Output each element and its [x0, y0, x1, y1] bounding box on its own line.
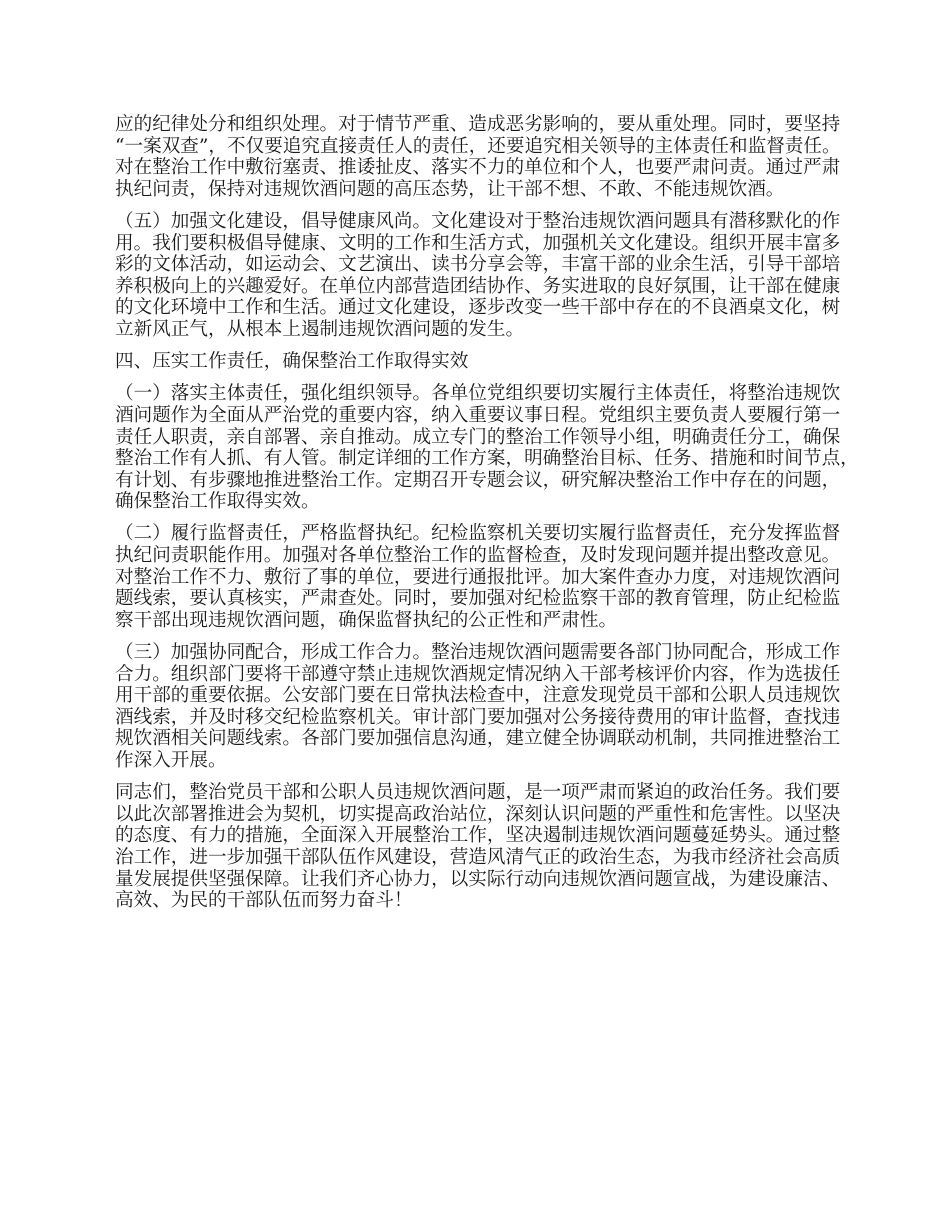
- document-page: [115, 114, 859, 922]
- text-line: 酒问题作为全面从严治党的重要内容，纳入重要议事日程。党组织主要负责人要履行第一: [115, 404, 841, 426]
- text-line: 有计划、有步骤地推进整治工作。定期召开专题会议，研究解决整治工作中存在的问题，: [115, 469, 841, 491]
- text-line: 应的纪律处分和组织处理。对于情节严重、造成恶劣影响的，要从重处理。同时，要坚持: [115, 114, 841, 135]
- section-heading: [115, 351, 845, 373]
- text-line: 察干部出现违规饮酒问题，确保监督执纪的公正性和严肃性。: [115, 609, 618, 631]
- text-line: 治工作，进一步加强干部队伍作风建设，营造风清气正的政治生态，为我市经济社会高质: [115, 846, 841, 868]
- text-line: 酒线索，并及时移交纪检监察机关。审计部门要加强对公务接待费用的审计监督，查找违: [115, 706, 841, 728]
- text-line: （三）加强协同配合，形成工作合力。整治违规饮酒问题需要各部门协同配合，形成工作: [115, 642, 841, 664]
- text-line: 以此次部署推进会为契机，切实提高政治站位，深刻认识问题的严重性和危害性。以坚决: [115, 803, 841, 825]
- text-line: 养积极向上的兴趣爱好。在单位内部营造团结协作、务实进取的良好氛围，让干部在健康: [115, 275, 841, 297]
- paragraph: [115, 383, 859, 513]
- text-line: 对整治工作不力、敷衍了事的单位，要进行通报批评。加大案件查办力度，对违规饮酒问: [115, 566, 841, 588]
- text-line: 同志们，整治党员干部和公职人员违规饮酒问题，是一项严肃而紧迫的政治任务。我们要: [115, 782, 841, 804]
- text-line: 合力。组织部门要将干部遵守禁止违规饮酒规定情况纳入干部考核评价内容，作为选拔任: [115, 663, 841, 685]
- text-line: 的文化环境中工作和生活。通过文化建设，逐步改变一些干部中存在的不良酒桌文化，树: [115, 297, 841, 319]
- paragraph: [115, 782, 845, 912]
- text-line: 执纪问责，保持对违规饮酒问题的高压态势，让干部不想、不敢、不能违规饮酒。: [115, 178, 785, 200]
- text-line: 对在整治工作中敷衍塞责、推诿扯皮、落实不力的单位和个人，也要严肃问责。通过严肃: [115, 157, 841, 179]
- text-line: 规饮酒相关问题线索。各部门要加强信息沟通，建立健全协调联动机制，共同推进整治工: [115, 728, 841, 750]
- text-line: 四、压实工作责任，确保整治工作取得实效: [115, 351, 469, 373]
- text-line: 题线索，要认真核实，严肃查处。同时，要加强对纪检监察干部的教育管理，防止纪检监: [115, 588, 841, 610]
- text-line: 用。我们要积极倡导健康、文明的工作和生活方式，加强机关文化建设。组织开展丰富多: [115, 232, 841, 254]
- text-line: 确保整治工作取得实效。: [115, 491, 320, 513]
- text-line: 量发展提供坚强保障。让我们齐心协力，以实际行动向违规饮酒问题宣战，为建设廉洁、: [115, 868, 841, 890]
- text-line: 整治工作有人抓、有人管。制定详细的工作方案，明确整治目标、任务、措施和时间节点，: [115, 448, 859, 470]
- paragraph: [115, 642, 845, 772]
- paragraph: [115, 114, 845, 200]
- text-line: 立新风正气，从根本上遏制违规饮酒问题的发生。: [115, 318, 525, 340]
- text-line: 作深入开展。: [115, 750, 227, 771]
- text-line: “一案双查”，不仅要追究直接责任人的责任，还要追究相关领导的主体责任和监督责任。: [115, 135, 841, 157]
- text-line: 责任人职责，亲自部署、亲自推动。成立专门的整治工作领导小组，明确责任分工，确保: [115, 426, 841, 448]
- text-line: （二）履行监督责任，严格监督执纪。纪检监察机关要切实履行监督责任，充分发挥监督: [115, 523, 841, 545]
- text-line: 用干部的重要依据。公安部门要在日常执法检查中，注意发现党员干部和公职人员违规饮: [115, 685, 841, 707]
- paragraph: [115, 211, 845, 341]
- text-line: 执纪问责职能作用。加强对各单位整治工作的监督检查，及时发现问题并提出整改意见。: [115, 545, 841, 567]
- paragraph: [115, 523, 845, 631]
- text-line: 高效、为民的干部队伍而努力奋斗！: [115, 890, 413, 912]
- text-line: （一）落实主体责任，强化组织领导。各单位党组织要切实履行主体责任，将整治违规饮: [115, 383, 841, 405]
- text-line: 彩的文体活动，如运动会、文艺演出、读书分享会等，丰富干部的业余生活，引导干部培: [115, 254, 841, 276]
- text-line: 的态度、有力的措施，全面深入开展整治工作，坚决遏制违规饮酒问题蔓延势头。通过整: [115, 825, 841, 847]
- text-line: （五）加强文化建设，倡导健康风尚。文化建设对于整治违规饮酒问题具有潜移默化的作: [115, 210, 841, 232]
